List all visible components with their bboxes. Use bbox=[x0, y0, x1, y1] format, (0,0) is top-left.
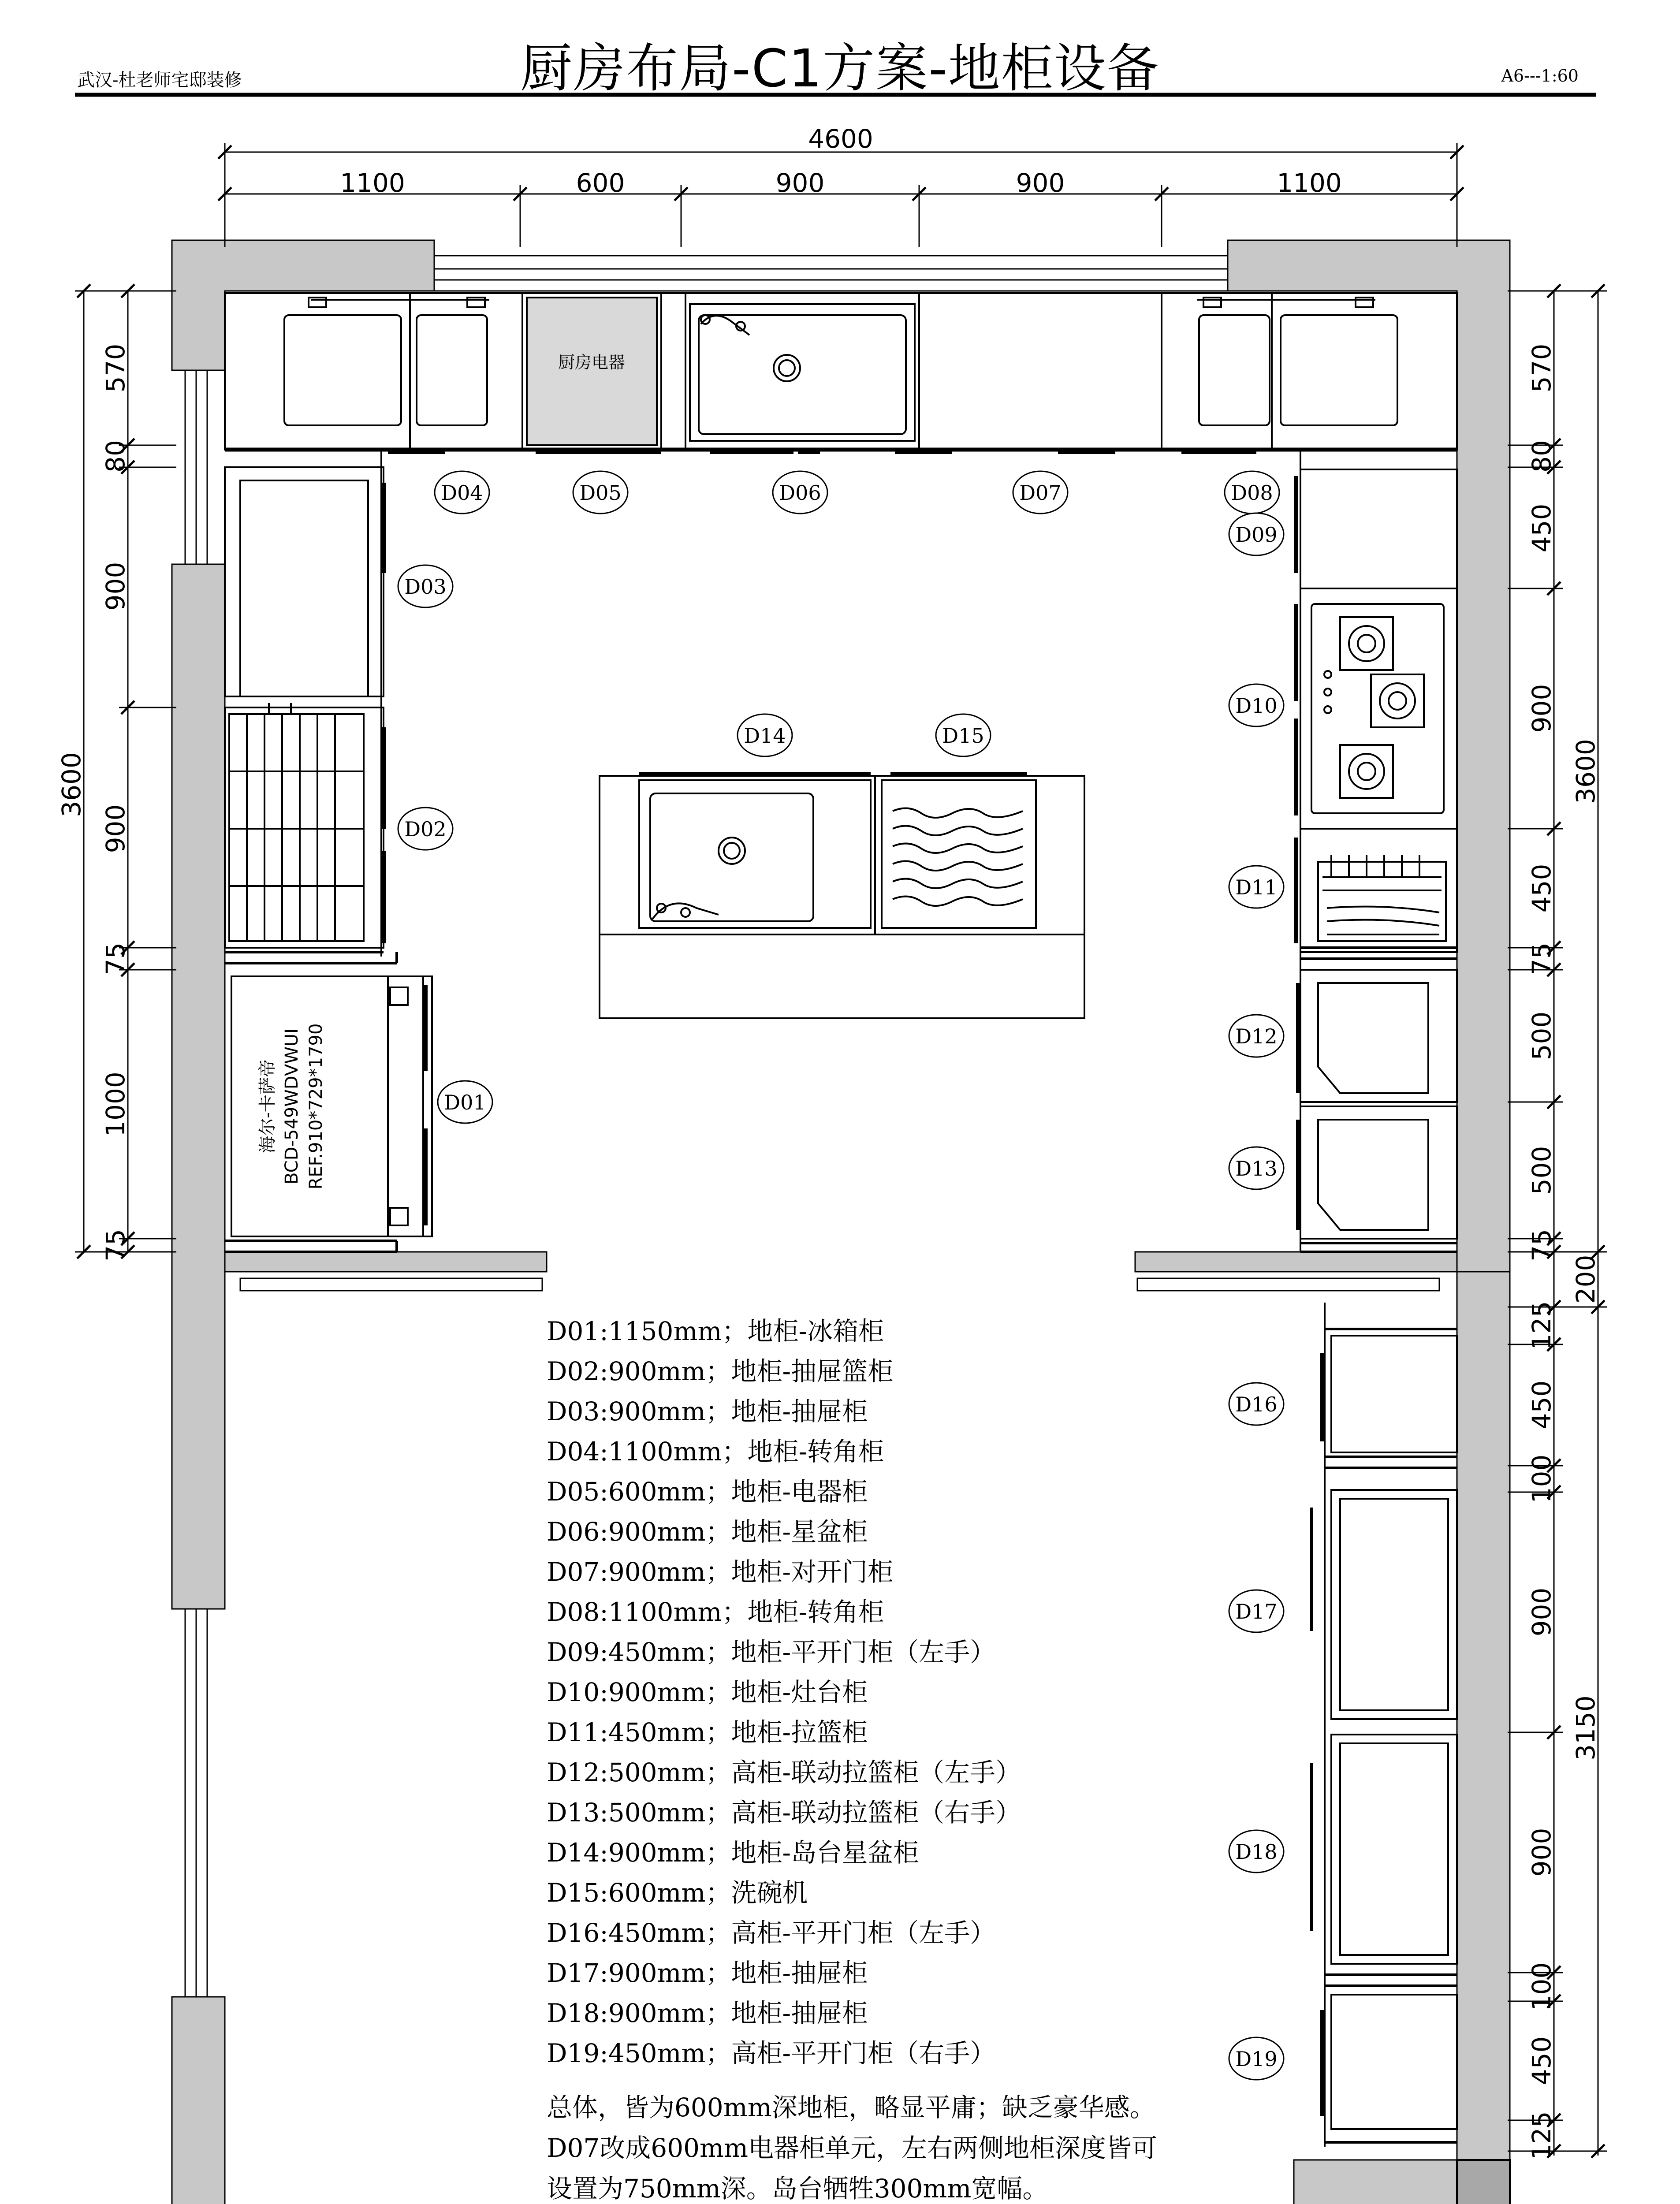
left-cabinet-run bbox=[225, 450, 432, 1252]
tag-label: D16 bbox=[1235, 1392, 1278, 1416]
cabinet-list bbox=[547, 1311, 1021, 2074]
cabinet-tag bbox=[398, 808, 453, 850]
summary-line: 设置为750mm深。岛台牺牲300mm宽幅。 bbox=[547, 2174, 1048, 2204]
dim-right-8: 500 bbox=[1527, 1146, 1557, 1195]
cabinet-list-item: D14:900mm；地柜-岛台星盆柜 bbox=[547, 1838, 919, 1868]
dim-left-5: 75 bbox=[101, 942, 130, 975]
tag-label: D11 bbox=[1235, 875, 1278, 899]
right-cabinet-run bbox=[1296, 450, 1457, 1252]
cabinet-list-item: D13:500mm；高柜-联动拉篮柜（右手） bbox=[547, 1798, 1021, 1828]
dim-right-7: 500 bbox=[1527, 1011, 1557, 1061]
project-name: 武汉-杜老师宅邸装修 bbox=[77, 70, 242, 90]
dim-right-l4: 100 bbox=[1527, 1454, 1557, 1504]
cabinet-tag bbox=[1229, 1830, 1284, 1873]
dim-left-3: 900 bbox=[101, 562, 130, 611]
cabinet-list-item: D06:900mm；地柜-星盆柜 bbox=[547, 1517, 868, 1547]
tag-label: D06 bbox=[779, 481, 821, 505]
cabinet-tag bbox=[1013, 471, 1068, 514]
dim-right-1: 570 bbox=[1527, 343, 1557, 393]
island bbox=[600, 774, 1084, 1018]
dim-right-total-lower: 3150 bbox=[1571, 1695, 1601, 1761]
tag-label: D05 bbox=[579, 481, 622, 505]
dim-top-3: 900 bbox=[775, 168, 825, 198]
tag-label: D13 bbox=[1235, 1157, 1278, 1180]
cabinet-tag bbox=[1229, 1147, 1284, 1189]
cabinet-list-item: D02:900mm；地柜-抽屉篮柜 bbox=[547, 1356, 894, 1386]
cabinet-tag bbox=[398, 565, 453, 607]
tag-label: D18 bbox=[1235, 1840, 1278, 1864]
cabinet-tag bbox=[1229, 684, 1284, 726]
tag-label: D01 bbox=[444, 1091, 486, 1114]
cabinet-tag bbox=[435, 471, 489, 514]
dim-right-l8: 450 bbox=[1527, 2036, 1557, 2085]
cabinet-tag bbox=[1229, 866, 1284, 908]
tag-label: D09 bbox=[1235, 523, 1278, 547]
dim-left-total: 3600 bbox=[56, 752, 86, 817]
dim-left-4: 900 bbox=[101, 804, 130, 853]
dim-right-4: 900 bbox=[1527, 684, 1557, 733]
cabinet-list-item: D10:900mm；地柜-灶台柜 bbox=[547, 1677, 868, 1707]
tag-label: D14 bbox=[744, 724, 786, 748]
cabinet-tag bbox=[1229, 1015, 1284, 1057]
dim-right-6: 75 bbox=[1527, 942, 1557, 975]
dim-right-l7: 100 bbox=[1527, 1962, 1557, 2011]
tag-label: D10 bbox=[1235, 694, 1278, 718]
scale-label: A6---1:60 bbox=[1501, 66, 1579, 86]
cabinet-list-item: D11:450mm；地柜-拉篮柜 bbox=[547, 1717, 868, 1747]
dim-right-5: 450 bbox=[1527, 864, 1557, 913]
cabinet-list-item: D18:900mm；地柜-抽屉柜 bbox=[547, 1998, 868, 2028]
cabinet-tag bbox=[1229, 513, 1284, 555]
dim-right-l1: 200 bbox=[1571, 1255, 1601, 1304]
fridge-label bbox=[257, 1024, 326, 1190]
cabinet-list-item: D07:900mm；地柜-对开门柜 bbox=[547, 1557, 894, 1587]
cabinet-tag bbox=[438, 1081, 492, 1123]
cabinet-list-item: D08:1100mm；地柜-转角柜 bbox=[547, 1597, 884, 1627]
tag-label: D02 bbox=[404, 817, 447, 841]
cabinet-list-item: D05:600mm；地柜-电器柜 bbox=[547, 1477, 868, 1507]
dim-right-l6: 900 bbox=[1527, 1828, 1557, 1877]
cabinet-tag bbox=[573, 471, 628, 514]
cabinet-list-item: D12:500mm；高柜-联动拉篮柜（左手） bbox=[547, 1757, 1021, 1787]
dim-top-total: 4600 bbox=[808, 124, 873, 154]
dim-top-5: 1100 bbox=[1277, 168, 1342, 198]
dim-left-1: 570 bbox=[101, 343, 130, 393]
cabinet-list-item: D19:450mm；高柜-平开门柜（右手） bbox=[547, 2038, 996, 2068]
drawing-title: 厨房布局-C1方案-地柜设备 bbox=[520, 38, 1160, 99]
dim-right-l3: 450 bbox=[1527, 1380, 1557, 1430]
dim-right-l5: 900 bbox=[1527, 1587, 1557, 1637]
cabinet-tag bbox=[1229, 1590, 1284, 1632]
summary-line: 总体，皆为600mm深地柜，略显平庸；缺乏豪华感。 bbox=[547, 2092, 1155, 2122]
tag-label: D07 bbox=[1019, 481, 1062, 505]
dim-left-2: 80 bbox=[101, 440, 130, 473]
design-summary bbox=[547, 2087, 1157, 2204]
dim-left-6: 1000 bbox=[101, 1072, 130, 1137]
tag-label: D12 bbox=[1235, 1024, 1278, 1048]
tag-label: D03 bbox=[404, 575, 447, 599]
cabinet-list-item: D03:900mm；地柜-抽屉柜 bbox=[547, 1396, 868, 1426]
cabinet-tag bbox=[936, 714, 991, 756]
cabinet-list-item: D04:1100mm；地柜-转角柜 bbox=[547, 1437, 884, 1467]
cabinet-list-item: D15:600mm；洗碗机 bbox=[547, 1878, 808, 1908]
dim-right-2: 80 bbox=[1527, 440, 1557, 473]
dim-top-1: 1100 bbox=[340, 168, 405, 198]
fridge-brand: 海尔-卡萨帝 bbox=[257, 1059, 278, 1154]
cabinet-list-item: D16:450mm；高柜-平开门柜（左手） bbox=[547, 1918, 996, 1948]
top-cabinet-run bbox=[225, 293, 1457, 452]
cabinet-tag bbox=[1225, 471, 1279, 514]
dim-right-l9: 125 bbox=[1527, 2111, 1557, 2160]
cabinet-list-item: D17:900mm；地柜-抽屉柜 bbox=[547, 1958, 868, 1988]
tag-label: D04 bbox=[441, 481, 483, 505]
summary-line: D07改成600mm电器柜单元，左右两侧地柜深度皆可 bbox=[547, 2133, 1158, 2163]
dim-top-4: 900 bbox=[1016, 168, 1065, 198]
dim-left-7: 75 bbox=[101, 1229, 130, 1262]
tag-label: D15 bbox=[942, 724, 984, 748]
tag-label: D17 bbox=[1235, 1600, 1278, 1623]
tag-label: D08 bbox=[1231, 481, 1273, 505]
cabinet-tag bbox=[738, 714, 792, 756]
dim-right-l2: 125 bbox=[1527, 1301, 1557, 1350]
dim-right-9: 75 bbox=[1527, 1229, 1557, 1262]
fridge-size: REF.910*729*1790 bbox=[306, 1023, 326, 1190]
fridge-model: BCD-549WDVWUI bbox=[282, 1028, 302, 1184]
appliance-label: 厨房电器 bbox=[558, 353, 626, 372]
cabinet-list-item: D09:450mm；地柜-平开门柜（左手） bbox=[547, 1637, 996, 1667]
cabinet-list-item: D01:1150mm；地柜-冰箱柜 bbox=[547, 1316, 884, 1346]
dim-top-2: 600 bbox=[576, 168, 625, 198]
tag-label: D19 bbox=[1235, 2047, 1278, 2071]
cabinet-tag bbox=[1229, 1383, 1284, 1425]
dim-right-total-upper: 3600 bbox=[1571, 739, 1601, 804]
dim-right-3: 450 bbox=[1527, 503, 1557, 553]
cabinet-tag bbox=[773, 471, 827, 514]
cabinet-tag bbox=[1229, 2037, 1284, 2080]
